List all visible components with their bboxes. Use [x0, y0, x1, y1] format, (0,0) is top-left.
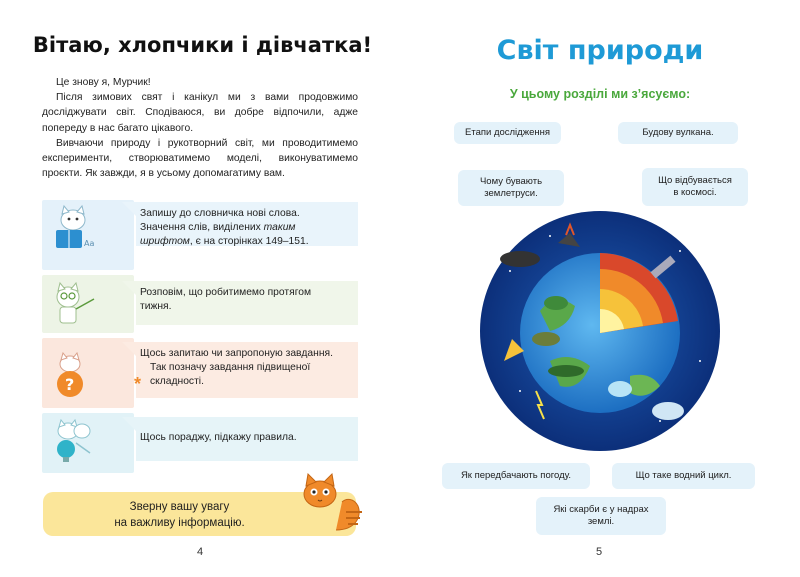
svg-text:?: ?	[65, 375, 75, 394]
legend-line: тижня.	[140, 301, 172, 312]
topic-weather	[442, 463, 590, 489]
italic-example: шрифтом	[140, 236, 190, 247]
legend-line: , є на сторінках 149–151.	[189, 236, 309, 247]
corner-decoration	[122, 281, 136, 295]
attention-line: Зверну вашу увагу	[129, 501, 230, 513]
topic-label: в космосі.	[673, 187, 717, 198]
legend-dictionary	[42, 200, 358, 248]
page-number: 5	[596, 546, 603, 558]
topic-label: землі.	[587, 516, 615, 527]
legend-week-plan	[42, 275, 358, 323]
legend-text	[136, 202, 358, 246]
topic-volcano	[618, 122, 738, 144]
cloud-icon	[652, 402, 684, 420]
dinosaur-icon	[544, 296, 568, 310]
corner-decoration	[122, 417, 136, 431]
intro-text	[42, 75, 358, 181]
corner-decoration	[122, 202, 136, 216]
crocodile-icon	[548, 365, 584, 377]
cat-with-pointer-icon	[50, 279, 96, 327]
legend-text	[136, 342, 358, 398]
legend-line: Значення слів, виділених	[140, 222, 264, 233]
legend-line: Щось запитаю чи запропоную завдання.	[140, 348, 333, 359]
section-title: Світ природи	[496, 35, 704, 66]
legend-question	[42, 338, 358, 394]
asterisk-icon: *	[134, 374, 142, 394]
topic-label: Які скарби є у надрах	[553, 504, 649, 515]
topic-label: землетруси.	[484, 188, 538, 199]
legend-advice	[42, 413, 358, 461]
topic-label: Етапи дослідження	[464, 127, 550, 138]
whale-icon	[608, 381, 632, 397]
cat-with-lightbulb-icon	[50, 417, 96, 465]
svg-text:Aa: Aa	[84, 239, 95, 248]
legend-line: Запишу до словничка нові слова.	[140, 208, 300, 219]
topic-space	[642, 168, 748, 206]
attention-line: на важливу інформацію.	[114, 517, 245, 529]
intro-paragraph: Це знову я, Мурчик!	[56, 77, 151, 88]
cat-question-icon	[50, 352, 96, 400]
storm-cloud-icon	[500, 251, 540, 267]
page-number: 4	[197, 546, 204, 558]
intro-paragraph: Вивчаючи природу і рукотворний світ, ми проводитимемо експерименти, створюватимемо моделі, виконуватимемо проєкти. Як завжди, я в усьому допомагатиму вам.	[42, 137, 358, 180]
legend-line-wrapper	[134, 361, 352, 394]
topic-label: Будову вулкана.	[642, 127, 714, 138]
topic-label: Чому бувають	[479, 176, 543, 187]
cat-reading-book-icon	[50, 204, 96, 252]
legend-line: Так позначу завдання підвищеної	[150, 362, 311, 373]
legend-text	[136, 417, 358, 461]
corner-decoration	[122, 342, 136, 356]
legend-line: Щось пораджу, підкажу правила.	[140, 432, 297, 443]
page-title: Вітаю, хлопчики і дівчатка!	[32, 33, 373, 57]
legend-line: Розповім, що робитимемо протягом	[140, 287, 312, 298]
legend-text	[136, 281, 358, 325]
topic-water-cycle	[612, 463, 755, 489]
topic-stages	[454, 122, 561, 144]
topic-treasures	[536, 497, 666, 535]
italic-example: таким	[263, 222, 296, 233]
legend-line: складності.	[150, 376, 204, 387]
topic-label: Що таке водний цикл.	[635, 470, 732, 481]
orange-cat-icon	[296, 472, 368, 532]
topic-label: Як передбачають погоду.	[460, 470, 572, 481]
topic-earthquakes	[458, 170, 564, 206]
earth-cutaway-illustration	[480, 211, 720, 451]
section-subtitle: У цьому розділі ми з’ясуємо:	[509, 87, 691, 101]
turtle-icon	[532, 332, 560, 346]
intro-paragraph: Після зимових свят і канікул ми з вами продовжимо досліджувати світ. Сподіваюся, ви добре відпочили, адже попереду в нас багато цікавого.	[42, 92, 358, 134]
topic-label: Що відбувається	[658, 175, 732, 186]
